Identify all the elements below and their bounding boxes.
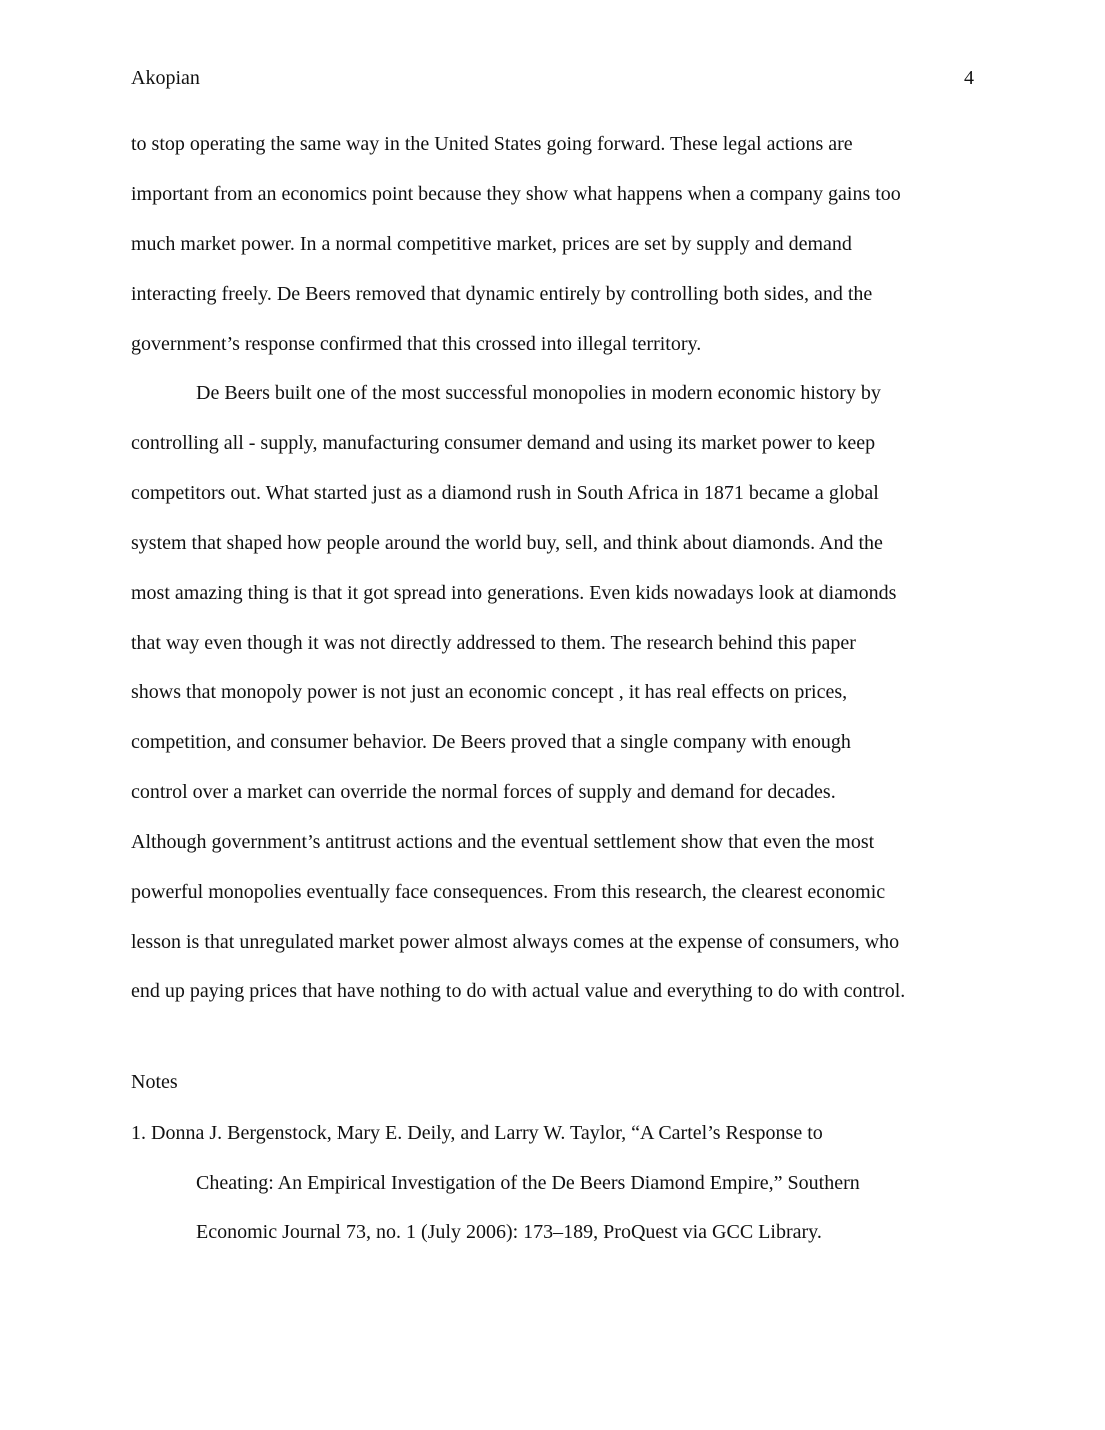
- body-line: powerful monopolies eventually face consequences. From this research, the clearest economic: [131, 881, 886, 903]
- header-author: Akopian: [131, 67, 200, 89]
- body-line: controlling all - supply, manufacturing consumer demand and using its market power to keep: [131, 432, 876, 454]
- note-line: Cheating: An Empirical Investigation of the De Beers Diamond Empire,” Southern: [196, 1172, 860, 1194]
- body-line: that way even though it was not directly addressed to them. The research behind this paper: [131, 632, 856, 654]
- body-line: competitors out. What started just as a diamond rush in South Africa in 1871 became a global: [131, 482, 879, 504]
- notes-heading: Notes: [131, 1071, 178, 1093]
- body-line: end up paying prices that have nothing to do with actual value and everything to do with control.: [131, 980, 906, 1002]
- body-line: lesson is that unregulated market power almost always comes at the expense of consumers, who: [131, 931, 900, 953]
- body-line: much market power. In a normal competitive market, prices are set by supply and demand: [131, 233, 852, 255]
- body-line: important from an economics point because they show what happens when a company gains too: [131, 183, 901, 205]
- body-line: interacting freely. De Beers removed that dynamic entirely by controlling both sides, and the: [131, 283, 873, 305]
- body-line: to stop operating the same way in the United States going forward. These legal actions are: [131, 133, 853, 155]
- body-line: most amazing thing is that it got spread into generations. Even kids nowadays look at diamonds: [131, 582, 897, 604]
- body-line: system that shaped how people around the world buy, sell, and think about diamonds. And the: [131, 532, 883, 554]
- body-line: competition, and consumer behavior. De Beers proved that a single company with enough: [131, 731, 851, 753]
- note-line: 1. Donna J. Bergenstock, Mary E. Deily, and Larry W. Taylor, “A Cartel’s Response to: [131, 1122, 823, 1144]
- body-line: Although government’s antitrust actions and the eventual settlement show that even the most: [131, 831, 875, 853]
- body-line: De Beers built one of the most successful monopolies in modern economic history by: [196, 382, 881, 404]
- body-line: government’s response confirmed that this crossed into illegal territory.: [131, 333, 702, 355]
- body-line: control over a market can override the normal forces of supply and demand for decades.: [131, 781, 836, 803]
- header-page-number: 4: [964, 67, 974, 89]
- body-line: shows that monopoly power is not just an economic concept , it has real effects on prices,: [131, 681, 848, 703]
- note-line: Economic Journal 73, no. 1 (July 2006): 173–189, ProQuest via GCC Library.: [196, 1221, 822, 1243]
